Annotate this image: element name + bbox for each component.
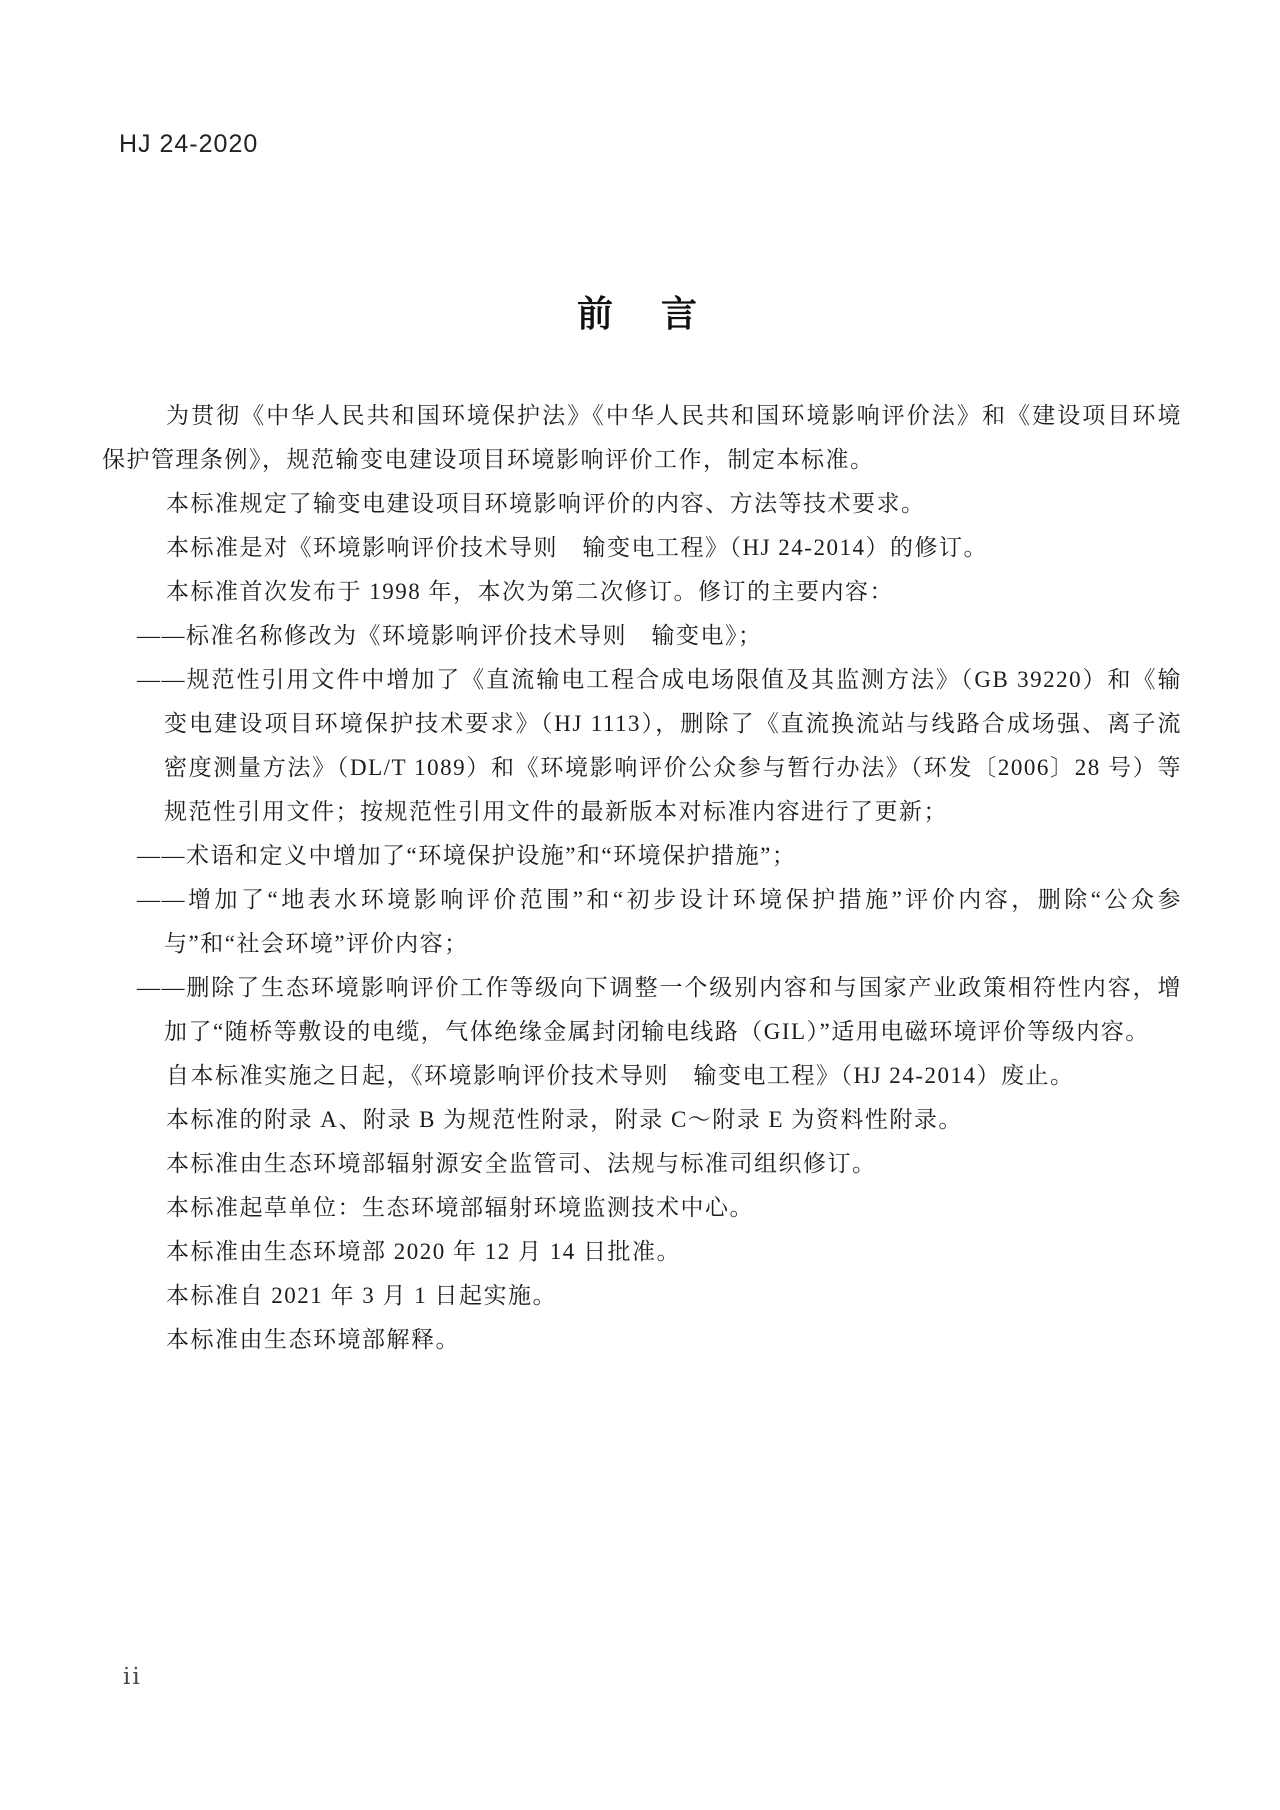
paragraph: ——删除了生态环境影响评价工作等级向下调整一个级别内容和与国家产业政策相符性内容，增加了“随桥等敷设的电缆，气体绝缘金属封闭输电线路（GIL）”适用电磁环境评价等级内容。 <box>137 975 1182 1044</box>
foreword-body <box>102 394 1182 1362</box>
paragraph: 本标准由生态环境部解释。 <box>166 1327 460 1352</box>
paragraph: ——术语和定义中增加了“环境保护设施”和“环境保护措施”； <box>137 843 797 868</box>
paragraph: 本标准由生态环境部 2020 年 12 月 14 日批准。 <box>166 1239 681 1264</box>
paragraph: 本标准起草单位：生态环境部辐射环境监测技术中心。 <box>166 1195 754 1220</box>
page-title: 前 言 <box>576 293 703 334</box>
standard-number-header: HJ 24-2020 <box>119 130 259 158</box>
paragraph: 本标准首次发布于 1998 年，本次为第二次修订。修订的主要内容： <box>166 579 894 604</box>
paragraph: 本标准由生态环境部辐射源安全监管司、法规与标准司组织修订。 <box>166 1151 877 1176</box>
paragraph: ——规范性引用文件中增加了《直流输电工程合成电场限值及其监测方法》（GB 39220）和《输变电建设项目环境保护技术要求》（HJ 1113），删除了《直流换流站与线路合成场强、离子流密度测量方法》（DL/T 1089）和《环境影响评价公众参与暂行办法》（环发〔2006〕28 号）等规范性引用文件；按规范性引用文件的最新版本对标准内容进行了更新； <box>137 667 1182 824</box>
paragraph: ——增加了“地表水环境影响评价范围”和“初步设计环境保护措施”评价内容，删除“公众参与”和“社会环境”评价内容； <box>137 887 1182 956</box>
paragraph: 为贯彻《中华人民共和国环境保护法》《中华人民共和国环境影响评价法》和《建设项目环境保护管理条例》，规范输变电建设项目环境影响评价工作，制定本标准。 <box>102 403 1182 472</box>
paragraph: 本标准是对《环境影响评价技术导则 输变电工程》（HJ 24-2014）的修订。 <box>166 535 988 560</box>
page-number: ii <box>123 1664 142 1690</box>
paragraph: 本标准的附录 A、附录 B 为规范性附录，附录 C～附录 E 为资料性附录。 <box>166 1107 963 1132</box>
paragraph: 本标准规定了输变电建设项目环境影响评价的内容、方法等技术要求。 <box>166 491 926 516</box>
paragraph: ——标准名称修改为《环境影响评价技术导则 输变电》； <box>137 623 763 648</box>
paragraph: 本标准自 2021 年 3 月 1 日起实施。 <box>166 1283 557 1308</box>
paragraph: 自本标准实施之日起，《环境影响评价技术导则 输变电工程》（HJ 24-2014）废止。 <box>166 1063 1075 1088</box>
